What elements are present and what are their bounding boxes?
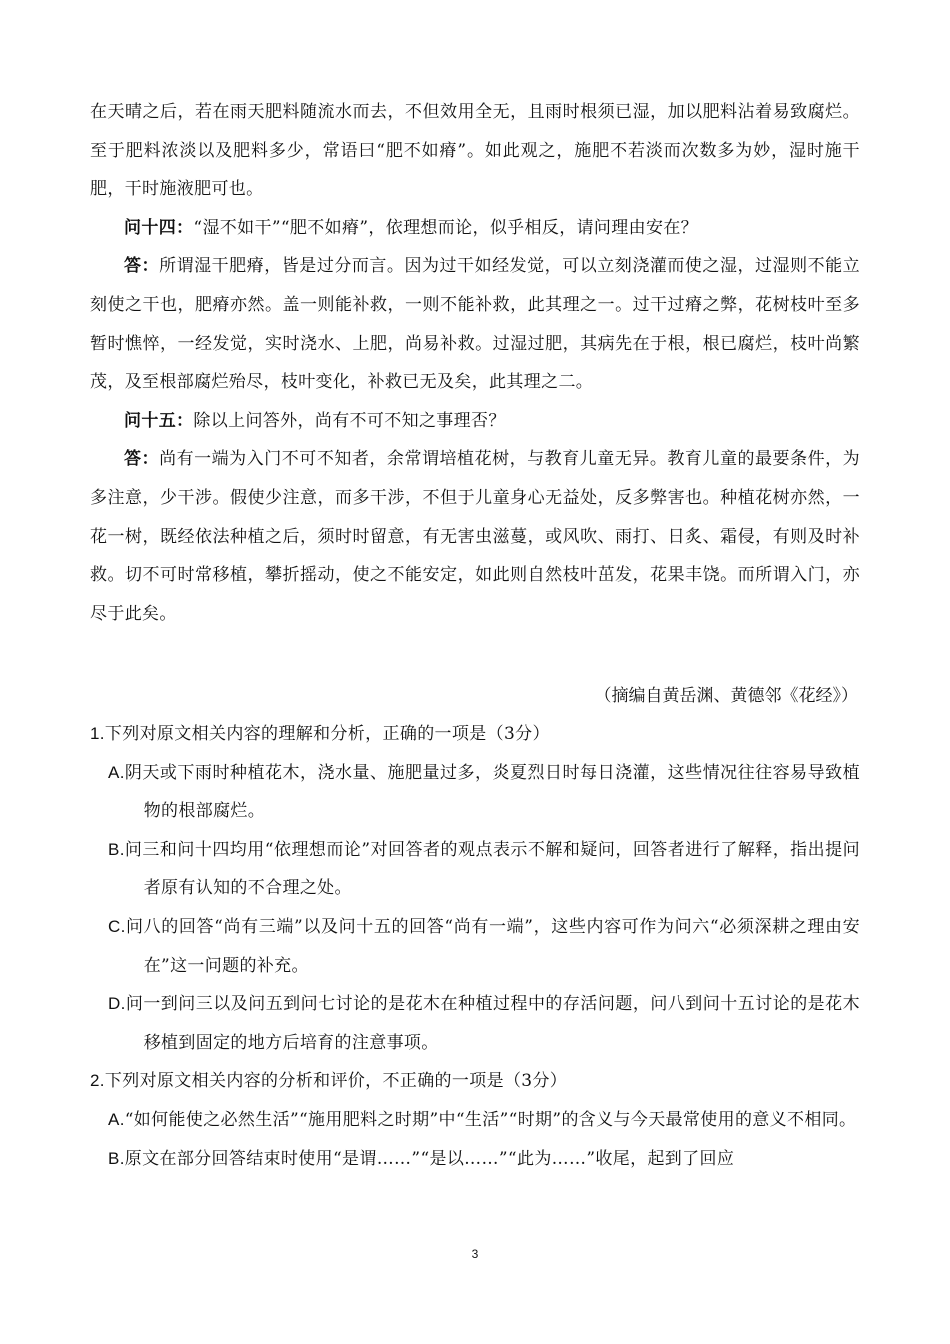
question-1-text: 下列对原文相关内容的理解和分析，正确的一项是（3分） (104, 724, 550, 744)
option-letter: B. (108, 839, 125, 859)
question-1-option-b (108, 831, 860, 908)
passage-body (90, 93, 860, 633)
question-2-option-a (108, 1101, 860, 1140)
question-1-option-d (108, 985, 860, 1062)
question-14 (90, 209, 860, 248)
page-number: 3 (471, 1247, 479, 1261)
question-15 (90, 402, 860, 441)
option-text: 原文在部分回答结束时使用“是谓……”“是以……”“此为……”收尾，起到了回应 (124, 1148, 735, 1169)
option-letter: A. (108, 762, 125, 782)
question-1-option-c (108, 908, 860, 985)
option-text: 问八的回答“尚有三端”以及问十五的回答“尚有一端”，这些内容可作为问六“必须深耕之理由安在”这一问题的补充。 (125, 916, 860, 976)
passage-paragraph-fertilizer: 在天晴之后，若在雨天肥料随流水而去，不但效用全无，且雨时根须已湿，加以肥料沾着易致腐烂。至于肥料浓淡以及肥料多少，常语曰“肥不如瘠”。如此观之，施肥不若淡而次数多为妙，湿时施干肥，干时施液肥可也。 (90, 102, 860, 200)
option-letter: B. (108, 1148, 125, 1168)
question-15-text: 除以上问答外，尚有不可不知之事理否？ (193, 410, 506, 431)
answer-14-text: 所谓湿干肥瘠，皆是过分而言。因为过干如经发觉，可以立刻浇灌而使之湿，过湿则不能立刻使之干也，肥瘠亦然。盖一则能补救，一则不能补救，此其理之一。过干过瘠之弊，花树枝叶至多暂时憔悴，一经发觉，实时浇水、上肥，尚易补救。过湿过肥，其病先在于根，根已腐烂，枝叶尚繁茂，及至根部腐烂殆尽，枝叶变化，补救已无及矣，此其理之二。 (90, 256, 861, 393)
option-text: 阴天或下雨时种植花木，浇水量、施肥量过多，炎夏烈日时每日浇灌，这些情况往往容易导致植物的根部腐烂。 (124, 762, 860, 822)
question-14-text: “湿不如干”“肥不如瘠”，依理想而论，似乎相反，请问理由安在？ (193, 217, 699, 238)
option-text: 问一到问三以及问五到问七讨论的是花木在种植过程中的存活问题，问八到问十五讨论的是花木移植到固定的地方后培育的注意事项。 (125, 994, 860, 1053)
answer-15 (90, 440, 860, 633)
answer-14 (90, 247, 860, 401)
question-1-option-a (108, 754, 860, 831)
option-letter: D. (108, 994, 126, 1014)
question-2-option-b (108, 1140, 860, 1179)
option-letter: C. (108, 916, 126, 936)
option-letter: A. (108, 1109, 125, 1129)
answer-15-text: 尚有一端为入门不可不知者，余常谓培植花树，与教育儿童无异。教育儿童的最要条件，为多注意，少干涉。假使少注意，而多干涉，不但于儿童身心无益处，反多弊害也。种植花树亦然，一花一树，既经依法种植之后，须时时留意，有无害虫滋蔓，或风吹、雨打、日炙、霜侵，有则及时补救。切不可时常移植，攀折摇动，使之不能安定，如此则自然枝叶茁发，花果丰饶。而所谓入门，亦尽于此矣。 (90, 449, 861, 624)
question-2-number: 2. (90, 1071, 105, 1091)
option-text: 问三和问十四均用“依理想而论”对回答者的观点表示不解和疑问，回答者进行了解释，指出提问者原有认知的不合理之处。 (124, 839, 860, 899)
question-2-stem (90, 1062, 860, 1101)
answer-15-label: 答： (124, 449, 160, 470)
answer-14-label: 答： (124, 256, 160, 277)
option-text: “如何能使之必然生活”“施用肥料之时期”中“生活”“时期”的含义与今天最常使用的意义不相同。 (124, 1109, 857, 1130)
question-1-stem (90, 715, 860, 754)
question-14-label: 问十四： (124, 217, 194, 238)
question-2-text: 下列对原文相关内容的分析和评价，不正确的一项是（3分） (104, 1071, 568, 1092)
question-1-number: 1. (90, 724, 105, 743)
questions-section (90, 715, 860, 1178)
source-citation: （摘编自黄岳渊、黄德邻《花经》） (594, 686, 858, 706)
question-15-label: 问十五： (124, 410, 194, 431)
